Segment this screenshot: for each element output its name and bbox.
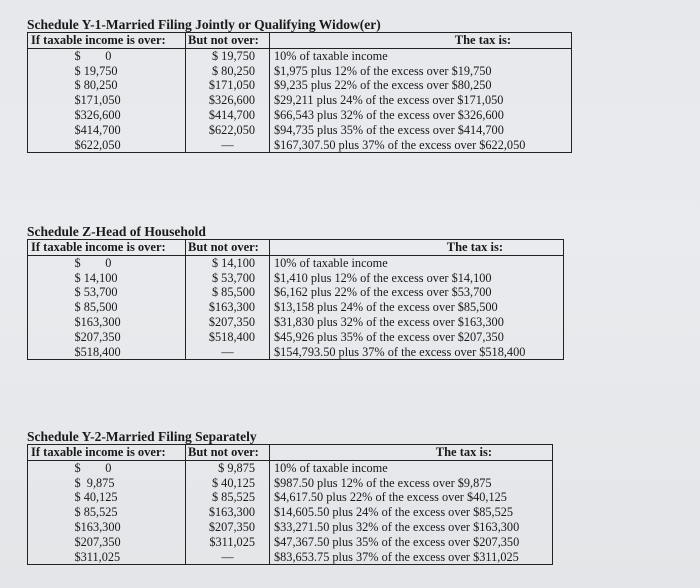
table-row	[28, 255, 564, 270]
cell-over: $326,600	[28, 108, 186, 123]
cell-over: $518,400	[28, 345, 186, 360]
cell-tax: $83,653.75 plus 37% of the excess over $311,025	[274, 549, 519, 564]
header-not-over: But not over:	[186, 445, 270, 461]
cell-not-over: $ 53,700	[186, 271, 270, 286]
table-header-row	[28, 445, 553, 461]
header-tax: The tax is:	[270, 33, 572, 49]
cell-tax: $6,162 plus 22% of the excess over $53,700	[274, 285, 492, 300]
cell-tax: $45,926 plus 35% of the excess over $207,350	[274, 329, 504, 344]
cell-over: $207,350	[28, 330, 186, 345]
table-row	[28, 300, 564, 315]
header-over: If taxable income is over:	[28, 240, 186, 256]
cell-tax: $987.50 plus 12% of the excess over $9,875	[274, 475, 492, 490]
table-row	[28, 123, 572, 138]
cell-over: $622,050	[28, 138, 186, 153]
table-row	[28, 285, 564, 300]
cell-over: $414,700	[28, 123, 186, 138]
cell-tax: $94,735 plus 35% of the excess over $414,700	[274, 122, 504, 137]
cell-over: $163,300	[28, 315, 186, 330]
cell-not-over: $ 19,750	[186, 48, 270, 63]
cell-over: $ 0	[28, 460, 186, 475]
table-row	[28, 505, 553, 520]
cell-not-over: $171,050	[186, 78, 270, 93]
cell-not-over: $518,400	[186, 330, 270, 345]
cell-over: $ 0	[28, 255, 186, 270]
cell-not-over: —	[186, 550, 270, 565]
cell-tax: $33,271.50 plus 32% of the excess over $163,300	[274, 519, 520, 534]
table-row	[28, 460, 553, 475]
cell-tax: $9,235 plus 22% of the excess over $80,250	[274, 78, 492, 93]
header-not-over: But not over:	[186, 240, 270, 256]
table-row	[28, 271, 564, 286]
cell-not-over: $311,025	[186, 535, 270, 550]
cell-over: $ 14,100	[28, 271, 186, 286]
cell-over: $ 9,875	[28, 476, 186, 491]
cell-tax: $1,975 plus 12% of the excess over $19,750	[274, 63, 492, 78]
tax-table	[27, 239, 564, 360]
cell-over: $ 80,250	[28, 78, 186, 93]
cell-over: $ 85,525	[28, 505, 186, 520]
schedule-title: Schedule Y-2-Married Filing Separately	[27, 429, 257, 444]
table-row	[28, 93, 572, 108]
table-row	[28, 138, 572, 153]
schedule-title: Schedule Y-1-Married Filing Jointly or Qualifying Widow(er)	[27, 17, 381, 32]
cell-over: $ 40,125	[28, 490, 186, 505]
cell-tax: $31,830 plus 32% of the excess over $163,300	[274, 314, 504, 329]
schedule-y2	[27, 430, 553, 565]
header-tax: The tax is:	[270, 445, 553, 461]
tax-table	[27, 32, 572, 153]
cell-tax: $66,543 plus 32% of the excess over $326,600	[274, 107, 504, 122]
schedule-z	[27, 225, 564, 360]
cell-over: $163,300	[28, 520, 186, 535]
cell-not-over: $622,050	[186, 123, 270, 138]
cell-not-over: $ 85,500	[186, 285, 270, 300]
cell-tax: 10% of taxable income	[274, 48, 388, 63]
cell-not-over: $207,350	[186, 315, 270, 330]
cell-over: $311,025	[28, 550, 186, 565]
cell-not-over: $163,300	[186, 505, 270, 520]
cell-not-over: $326,600	[186, 93, 270, 108]
cell-tax: $1,410 plus 12% of the excess over $14,100	[274, 270, 492, 285]
header-over: If taxable income is over:	[28, 445, 186, 461]
cell-tax: $154,793.50 plus 37% of the excess over $518,400	[274, 344, 526, 359]
cell-not-over: $ 14,100	[186, 255, 270, 270]
table-row	[28, 535, 553, 550]
cell-tax: $13,158 plus 24% of the excess over $85,500	[274, 300, 498, 315]
tax-table	[27, 444, 553, 565]
cell-tax: $167,307.50 plus 37% of the excess over $622,050	[274, 137, 526, 152]
table-row	[28, 315, 564, 330]
cell-tax: 10% of taxable income	[274, 460, 388, 475]
cell-over: $207,350	[28, 535, 186, 550]
header-not-over: But not over:	[186, 33, 270, 49]
cell-not-over: $ 85,525	[186, 490, 270, 505]
cell-not-over: $414,700	[186, 108, 270, 123]
cell-tax: 10% of taxable income	[274, 255, 388, 270]
cell-over: $171,050	[28, 93, 186, 108]
cell-not-over: $ 9,875	[186, 460, 270, 475]
cell-not-over: $ 80,250	[186, 64, 270, 79]
header-over: If taxable income is over:	[28, 33, 186, 49]
header-tax: The tax is:	[270, 240, 564, 256]
table-row	[28, 48, 572, 63]
cell-not-over: —	[186, 345, 270, 360]
schedule-y1	[27, 18, 572, 153]
cell-tax: $4,617.50 plus 22% of the excess over $40,125	[274, 490, 507, 505]
table-header-row	[28, 240, 564, 256]
table-row	[28, 330, 564, 345]
table-row	[28, 520, 553, 535]
table-row	[28, 345, 564, 360]
cell-over: $ 85,500	[28, 300, 186, 315]
table-row	[28, 550, 553, 565]
table-row	[28, 476, 553, 491]
cell-over: $ 53,700	[28, 285, 186, 300]
cell-not-over: $207,350	[186, 520, 270, 535]
cell-tax: $47,367.50 plus 35% of the excess over $207,350	[274, 534, 520, 549]
cell-over: $ 0	[28, 48, 186, 63]
cell-not-over: —	[186, 138, 270, 153]
table-row	[28, 64, 572, 79]
cell-over: $ 19,750	[28, 64, 186, 79]
table-row	[28, 78, 572, 93]
cell-tax: $14,605.50 plus 24% of the excess over $85,525	[274, 505, 514, 520]
table-header-row	[28, 33, 572, 49]
cell-not-over: $ 40,125	[186, 476, 270, 491]
cell-not-over: $163,300	[186, 300, 270, 315]
schedule-title: Schedule Z-Head of Household	[27, 224, 206, 239]
table-row	[28, 490, 553, 505]
table-row	[28, 108, 572, 123]
cell-tax: $29,211 plus 24% of the excess over $171,050	[274, 93, 504, 108]
